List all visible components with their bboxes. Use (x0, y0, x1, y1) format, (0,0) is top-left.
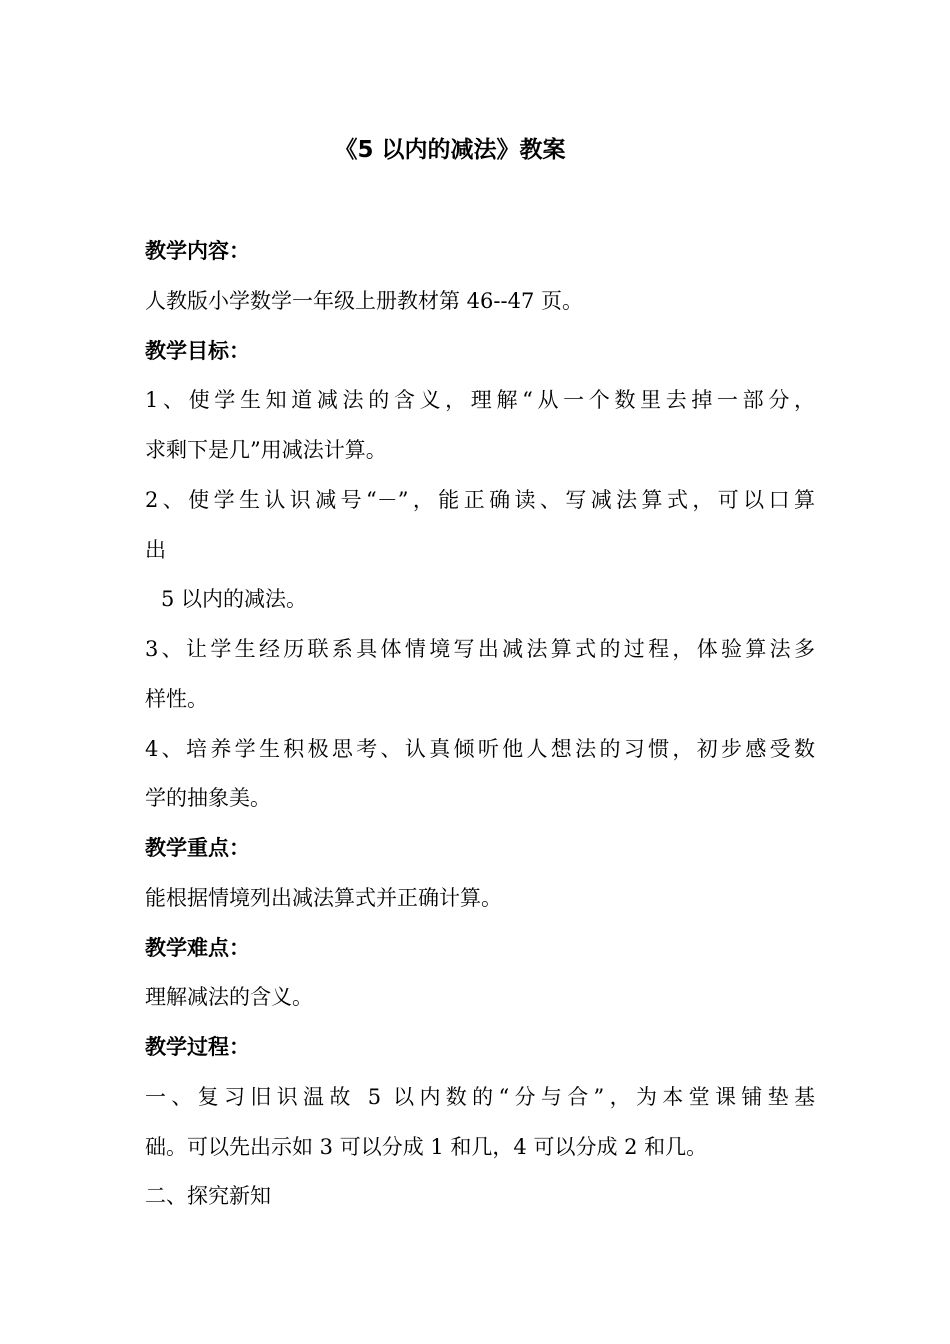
objective-4-line-1: 4、培养学生积极思考、认真倾听他人想法的习惯，初步感受数 (145, 737, 815, 761)
objectives-heading: 教学目标： (145, 339, 250, 363)
process-1-line-2: 础。可以先出示如 3 可以分成 1 和几，4 可以分成 2 和几。 (145, 1135, 708, 1159)
document-title: 《5 以内的减法》教案 (334, 137, 566, 163)
objective-2-line-3: 5 以内的减法。 (161, 587, 308, 611)
content-text: 人教版小学数学一年级上册教材第 46--47 页。 (145, 289, 583, 313)
content-heading: 教学内容： (145, 239, 250, 263)
objective-2-line-2: 出 (145, 538, 166, 562)
process-heading: 教学过程： (145, 1035, 250, 1059)
difficulties-text: 理解减法的含义。 (145, 985, 313, 1009)
process-2: 二、探究新知 (145, 1184, 271, 1208)
key-points-text: 能根据情境列出减法算式并正确计算。 (145, 886, 502, 910)
objective-2-line-1: 2、使学生认识减号“－”，能正确读、写减法算式，可以口算 (145, 488, 815, 512)
objective-1-line-2: 求剩下是几”用减法计算。 (145, 438, 387, 462)
objective-1-line-1: 1、使学生知道减法的含义，理解“从一个数里去掉一部分， (145, 388, 815, 412)
key-points-heading: 教学重点： (145, 836, 250, 860)
objective-4-line-2: 学的抽象美。 (145, 786, 271, 810)
process-1-line-1: 一、复习旧识温故 5 以内数的“分与合”，为本堂课铺垫基 (145, 1085, 815, 1109)
objective-3-line-2: 样性。 (145, 687, 208, 711)
objective-3-line-1: 3、让学生经历联系具体情境写出减法算式的过程，体验算法多 (145, 637, 815, 661)
difficulties-heading: 教学难点： (145, 936, 250, 960)
